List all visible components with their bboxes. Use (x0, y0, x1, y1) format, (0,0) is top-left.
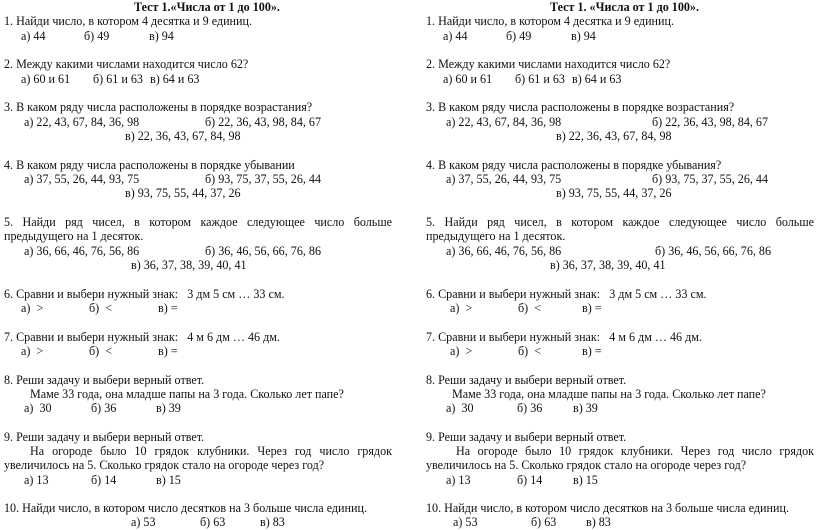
q6-option-c: в) = (582, 301, 602, 315)
test-column-left (4, 0, 400, 529)
q9-problem-line-1: На огороде было 10 грядок клубники. Через год число грядок (30, 444, 392, 458)
q7-option-a: а) > (450, 344, 473, 358)
q9-option-c: в) 15 (573, 473, 598, 487)
q5-option-c: в) 36, 37, 38, 39, 40, 41 (131, 258, 247, 272)
q9-option-b: б) 14 (517, 473, 543, 487)
q1-option-b: б) 49 (84, 29, 110, 43)
question-10: 10. Найди число, в котором число десятков на 3 больше числа единиц. (426, 501, 789, 515)
question-9: 9. Реши задачу и выбери верный ответ. (426, 430, 627, 444)
q8-problem-text: Маме 33 года, она младше папы на 3 года. Сколько лет папе? (452, 387, 766, 401)
q6-option-c: в) = (158, 301, 178, 315)
question-2: 2. Между какими числами находится число 62? (4, 57, 249, 71)
question-4: 4. В каком ряду числа расположены в порядке убывания? (426, 158, 722, 172)
q6-option-b: б) < (518, 301, 542, 315)
q9-problem-line-2: увеличилось на 5. Сколько грядок стало на огороде через год? (426, 458, 747, 472)
q8-problem-text: Маме 33 года, она младше папы на 3 года. Сколько лет папе? (30, 387, 344, 401)
question-5-line-2: предыдущего на 1 десяток. (4, 229, 144, 243)
q9-option-b: б) 14 (91, 473, 117, 487)
q1-option-a: а) 44 (21, 29, 46, 43)
question-6: 6. Сравни и выбери нужный знак: 3 дм 5 см … 33 см. (426, 287, 707, 301)
q9-problem-line-1: На огороде было 10 грядок клубники. Через год число грядок (456, 444, 814, 458)
q6-option-a: а) > (21, 301, 44, 315)
q7-option-a: а) > (21, 344, 44, 358)
question-9: 9. Реши задачу и выбери верный ответ. (4, 430, 205, 444)
question-5-line-1: 5. Найди ряд чисел, в котором каждое следующее число больше (426, 215, 814, 229)
q8-option-c: в) 39 (156, 401, 181, 415)
q9-problem-line-2: увеличилось на 5. Сколько грядок стало на огороде через год? (4, 458, 325, 472)
q7-option-c: в) = (158, 344, 178, 358)
q4-option-c: в) 93, 75, 55, 44, 37, 26 (556, 186, 672, 200)
question-3: 3. В каком ряду числа расположены в порядке возрастания? (426, 100, 735, 114)
q2-option-c: в) 64 и 63 (572, 72, 622, 86)
question-10: 10. Найди число, в котором число десятков на 3 больше числа единиц. (4, 501, 367, 515)
question-3: 3. В каком ряду числа расположены в порядке возрастания? (4, 100, 313, 114)
q5-option-a: а) 36, 66, 46, 76, 56, 86 (24, 244, 140, 258)
test-column-right (426, 0, 816, 529)
q8-option-b: б) 36 (517, 401, 543, 415)
question-5-line-1: 5. Найди ряд чисел, в котором каждое следующее число больше (4, 215, 392, 229)
q5-option-b: б) 36, 46, 56, 66, 76, 86 (655, 244, 772, 258)
q2-option-b: б) 61 и 63 (515, 72, 565, 86)
q3-option-a: а) 22, 43, 67, 84, 36, 98 (24, 115, 140, 129)
q10-option-b: б) 63 (200, 515, 226, 529)
q10-option-c: в) 83 (586, 515, 611, 529)
q4-option-a: а) 37, 55, 26, 44, 93, 75 (446, 172, 562, 186)
q6-option-a: а) > (450, 301, 473, 315)
q2-option-b: б) 61 и 63 (93, 72, 143, 86)
q3-option-c: в) 22, 36, 43, 67, 84, 98 (556, 129, 672, 143)
q4-option-a: а) 37, 55, 26, 44, 93, 75 (24, 172, 140, 186)
q1-option-c: в) 94 (149, 29, 174, 43)
q8-option-a: а) 30 (446, 401, 474, 415)
q8-option-a: а) 30 (24, 401, 52, 415)
q10-option-a: а) 53 (453, 515, 478, 529)
q3-option-b: б) 22, 36, 43, 98, 84, 67 (205, 115, 322, 129)
q2-option-a: а) 60 и 61 (21, 72, 71, 86)
test-title: Тест 1.«Числа от 1 до 100». (134, 0, 280, 14)
question-2: 2. Между какими числами находится число 62? (426, 57, 671, 71)
q10-option-a: а) 53 (131, 515, 156, 529)
question-7: 7. Сравни и выбери нужный знак: 4 м 6 дм … 46 дм. (4, 330, 280, 344)
q8-option-b: б) 36 (91, 401, 117, 415)
question-6: 6. Сравни и выбери нужный знак: 3 дм 5 см … 33 см. (4, 287, 285, 301)
question-7: 7. Сравни и выбери нужный знак: 4 м 6 дм … 46 дм. (426, 330, 702, 344)
q9-option-a: а) 13 (446, 473, 471, 487)
question-4: 4. В каком ряду числа расположены в порядке убывании (4, 158, 295, 172)
q2-option-c: в) 64 и 63 (150, 72, 200, 86)
q1-option-a: а) 44 (443, 29, 468, 43)
q5-option-c: в) 36, 37, 38, 39, 40, 41 (550, 258, 666, 272)
q8-option-c: в) 39 (573, 401, 598, 415)
q4-option-b: б) 93, 75, 37, 55, 26, 44 (205, 172, 322, 186)
q10-option-b: б) 63 (531, 515, 557, 529)
q4-option-b: б) 93, 75, 37, 55, 26, 44 (652, 172, 769, 186)
test-title: Тест 1. «Числа от 1 до 100». (550, 0, 699, 14)
q7-option-b: б) < (89, 344, 113, 358)
q7-option-c: в) = (582, 344, 602, 358)
q9-option-c: в) 15 (156, 473, 181, 487)
q4-option-c: в) 93, 75, 55, 44, 37, 26 (125, 186, 241, 200)
q1-option-b: б) 49 (506, 29, 532, 43)
q1-option-c: в) 94 (571, 29, 596, 43)
q3-option-a: а) 22, 43, 67, 84, 36, 98 (446, 115, 562, 129)
q3-option-b: б) 22, 36, 43, 98, 84, 67 (652, 115, 769, 129)
q6-option-b: б) < (89, 301, 113, 315)
question-5-line-2: предыдущего на 1 десяток. (426, 229, 566, 243)
q2-option-a: а) 60 и 61 (443, 72, 493, 86)
q5-option-b: б) 36, 46, 56, 66, 76, 86 (205, 244, 322, 258)
question-8: 8. Реши задачу и выбери верный ответ. (426, 373, 627, 387)
q3-option-c: в) 22, 36, 43, 67, 84, 98 (125, 129, 241, 143)
q7-option-b: б) < (518, 344, 542, 358)
question-1: 1. Найди число, в котором 4 десятка и 9 единиц. (4, 14, 252, 28)
q5-option-a: а) 36, 66, 46, 76, 56, 86 (446, 244, 562, 258)
question-8: 8. Реши задачу и выбери верный ответ. (4, 373, 205, 387)
q9-option-a: а) 13 (24, 473, 49, 487)
question-1: 1. Найди число, в котором 4 десятка и 9 единиц. (426, 14, 674, 28)
q10-option-c: в) 83 (260, 515, 285, 529)
